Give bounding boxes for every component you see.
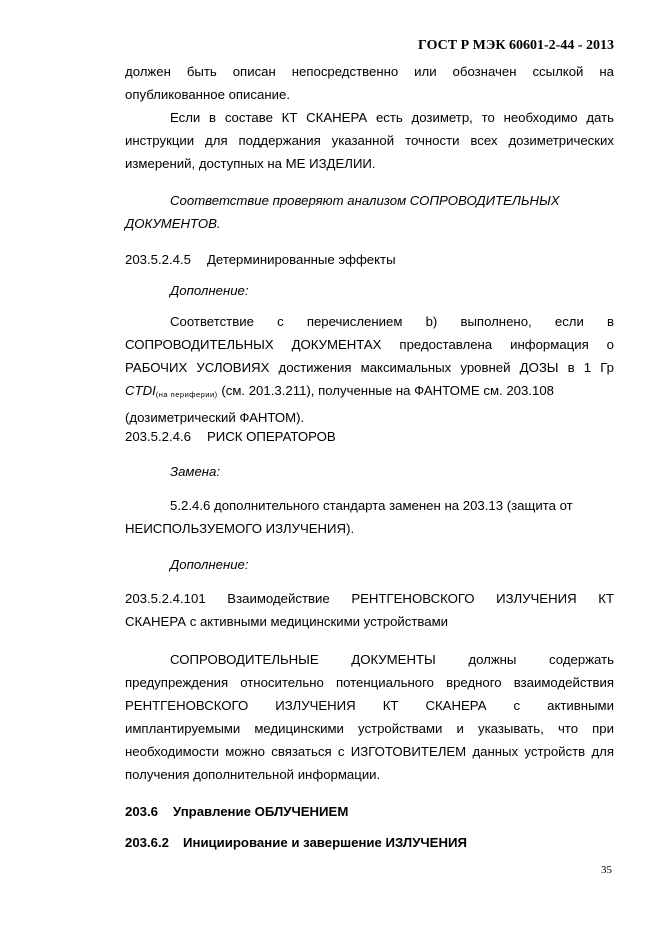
paragraph-deterministic (125, 310, 614, 429)
section-number: 203.5.2.4.5 (125, 252, 191, 267)
heading-number: 203.6 (125, 804, 159, 819)
paragraph-accompanying (125, 648, 614, 786)
addition-label: Дополнение: (170, 283, 249, 298)
section-heading (125, 425, 614, 448)
text-line: РЕНТГЕНОВСКОГО ИЗЛУЧЕНИЯ КТ СКАНЕРА с активными (125, 698, 614, 713)
section-heading (125, 587, 614, 633)
text-line: Соответствие с перечислением b) выполнено, если в (170, 314, 614, 329)
section-number: 203.5.2.4.6 (125, 429, 191, 444)
text-line: получения дополнительной информации. (125, 767, 381, 782)
paragraph-dosimeter (125, 106, 614, 175)
document-header: ГОСТ Р МЭК 60601-2-44 - 2013 (418, 38, 614, 53)
text-line: инструкции для поддержания указанной точности всех дозиметрических (125, 133, 614, 148)
text-line: опубликованное описание. (125, 87, 290, 102)
text-line: должен быть описан непосредственно или обозначен ссылкой на (125, 64, 614, 79)
text-line: 5.2.4.6 дополнительного стандарта заменен на 203.13 (защита от (170, 498, 573, 513)
text-line: Если в составе КТ СКАНЕРА есть дозиметр, то необходимо дать (170, 110, 614, 125)
compliance-note-cont (125, 212, 614, 235)
section-title: РИСК ОПЕРАТОРОВ (207, 429, 336, 444)
text-line: Соответствие проверяют анализом СОПРОВОДИТЕЛЬНЫХ (170, 193, 560, 208)
text-line: необходимости можно связаться с ИЗГОТОВИТЕЛЕМ данных устройств для (125, 744, 614, 759)
heading-number: 203.6.2 (125, 835, 169, 850)
heading-level2 (125, 831, 614, 854)
text-line: СОПРОВОДИТЕЛЬНЫХ ДОКУМЕНТАХ предоставлена информация о (125, 337, 614, 352)
replacement-label: Замена: (170, 464, 221, 479)
text-line: измерений, доступных на МЕ ИЗДЕЛИИ. (125, 156, 376, 171)
heading-level1 (125, 800, 614, 823)
text-line: ДОКУМЕНТОВ. (125, 216, 221, 231)
text-line: СОПРОВОДИТЕЛЬНЫЕ ДОКУМЕНТЫ должны содержать (170, 652, 614, 667)
heading-title: Управление ОБЛУЧЕНИЕМ (173, 804, 349, 819)
text-line (125, 379, 614, 406)
ctdi-subscript: (на периферии) (155, 390, 218, 399)
paragraph-replacement (125, 494, 614, 540)
compliance-note (170, 189, 614, 212)
page-number: 35 (601, 864, 612, 876)
text-span: (см. 201.3.211), полученные на ФАНТОМЕ см. 203.108 (217, 383, 555, 398)
text-line: НЕИСПОЛЬЗУЕМОГО ИЗЛУЧЕНИЯ). (125, 521, 355, 536)
addition-label: Дополнение: (170, 557, 249, 572)
text-line: (дозиметрический ФАНТОМ). (125, 410, 305, 425)
text-line: предупреждения относительно потенциального вредного взаимодействия (125, 675, 614, 690)
text-line: СКАНЕРА с активными медицинскими устройствами (125, 614, 449, 629)
text-line: 203.5.2.4.101 Взаимодействие РЕНТГЕНОВСКОГО ИЗЛУЧЕНИЯ КТ (125, 591, 614, 606)
text-line: имплантируемыми медицинскими устройствами и указывать, что при (125, 721, 614, 736)
heading-title: Инициирование и завершение ИЗЛУЧЕНИЯ (183, 835, 467, 850)
section-title: Детерминированные эффекты (207, 252, 396, 267)
paragraph-continuation (125, 60, 614, 106)
section-heading (125, 248, 614, 271)
text-line: РАБОЧИХ УСЛОВИЯХ достижения максимальных уровней ДОЗЫ в 1 Гр (125, 360, 614, 375)
ctdi-term: CTDI (125, 383, 156, 398)
